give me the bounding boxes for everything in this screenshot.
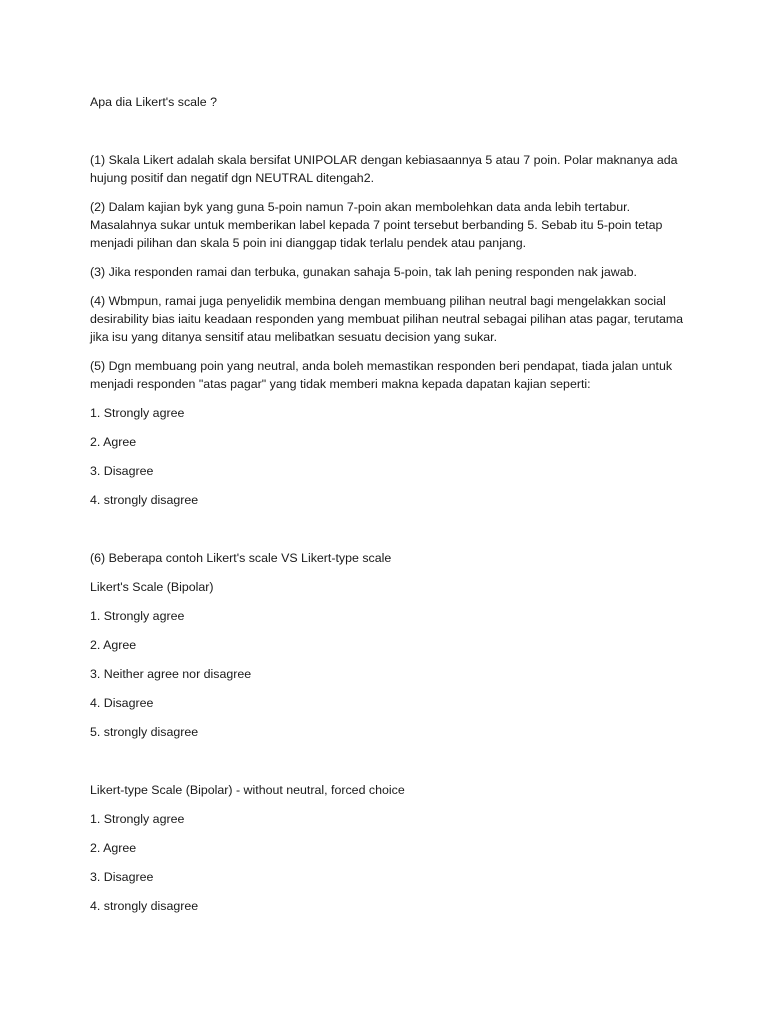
paragraph-4: (4) Wbmpun, ramai juga penyelidik membina dengan membuang pilihan neutral bagi mengelakkan social desirability bias iaitu keadaan responden yang membuat pilihan neutral sebagai pilihan atas pagar, terutama jika isu yang ditanya sensitif atau melibatkan sesuatu decision yang sukar. (90, 294, 684, 344)
list-item: 1. Strongly agree (90, 406, 185, 420)
paragraph-2: (2) Dalam kajian byk yang guna 5-poin namun 7-poin akan membolehkan data anda lebih tertabur. Masalahnya sukar untuk memberikan label kepada 7 point tersebut berbanding 5. Sebab itu 5-poin tetap menjadi pilihan dan skala 5 poin ini dianggap tidak terlalu pendek atau panjang. (90, 200, 663, 250)
list-item: 3. Disagree (90, 464, 154, 478)
list-item: 4. strongly disagree (90, 493, 199, 507)
list-item: 1. Strongly agree (90, 812, 185, 826)
list-item: 5. strongly disagree (90, 725, 199, 739)
list-item: 1. Strongly agree (90, 609, 185, 623)
list-item: 4. strongly disagree (90, 899, 199, 913)
paragraph-6: (6) Beberapa contoh Likert's scale VS Likert-type scale (90, 551, 392, 565)
list-item: 2. Agree (90, 638, 137, 652)
paragraph-1: (1) Skala Likert adalah skala bersifat UNIPOLAR dengan kebiasaannya 5 atau 7 poin. Polar maknanya ada hujung positif dan negatif dgn NEUTRAL ditengah2. (90, 153, 678, 185)
paragraph-5: (5) Dgn membuang poin yang neutral, anda boleh memastikan responden beri pendapat, tiada jalan untuk menjadi responden "atas pagar" yang tidak memberi makna kepada dapatan kajian seperti: (90, 359, 673, 391)
paragraph-3: (3) Jika responden ramai dan terbuka, gunakan sahaja 5-poin, tak lah pening responden nak jawab. (90, 265, 637, 279)
list-item: 3. Disagree (90, 870, 154, 884)
likert-scale-heading: Likert's Scale (Bipolar) (90, 580, 214, 594)
likert-type-scale-heading: Likert-type Scale (Bipolar) - without neutral, forced choice (90, 783, 405, 797)
document-page (90, 93, 690, 915)
list-item: 4. Disagree (90, 696, 154, 710)
document-title: Apa dia Likert's scale ? (90, 95, 218, 109)
list-item: 2. Agree (90, 435, 137, 449)
list-item: 2. Agree (90, 841, 137, 855)
list-item: 3. Neither agree nor disagree (90, 667, 252, 681)
